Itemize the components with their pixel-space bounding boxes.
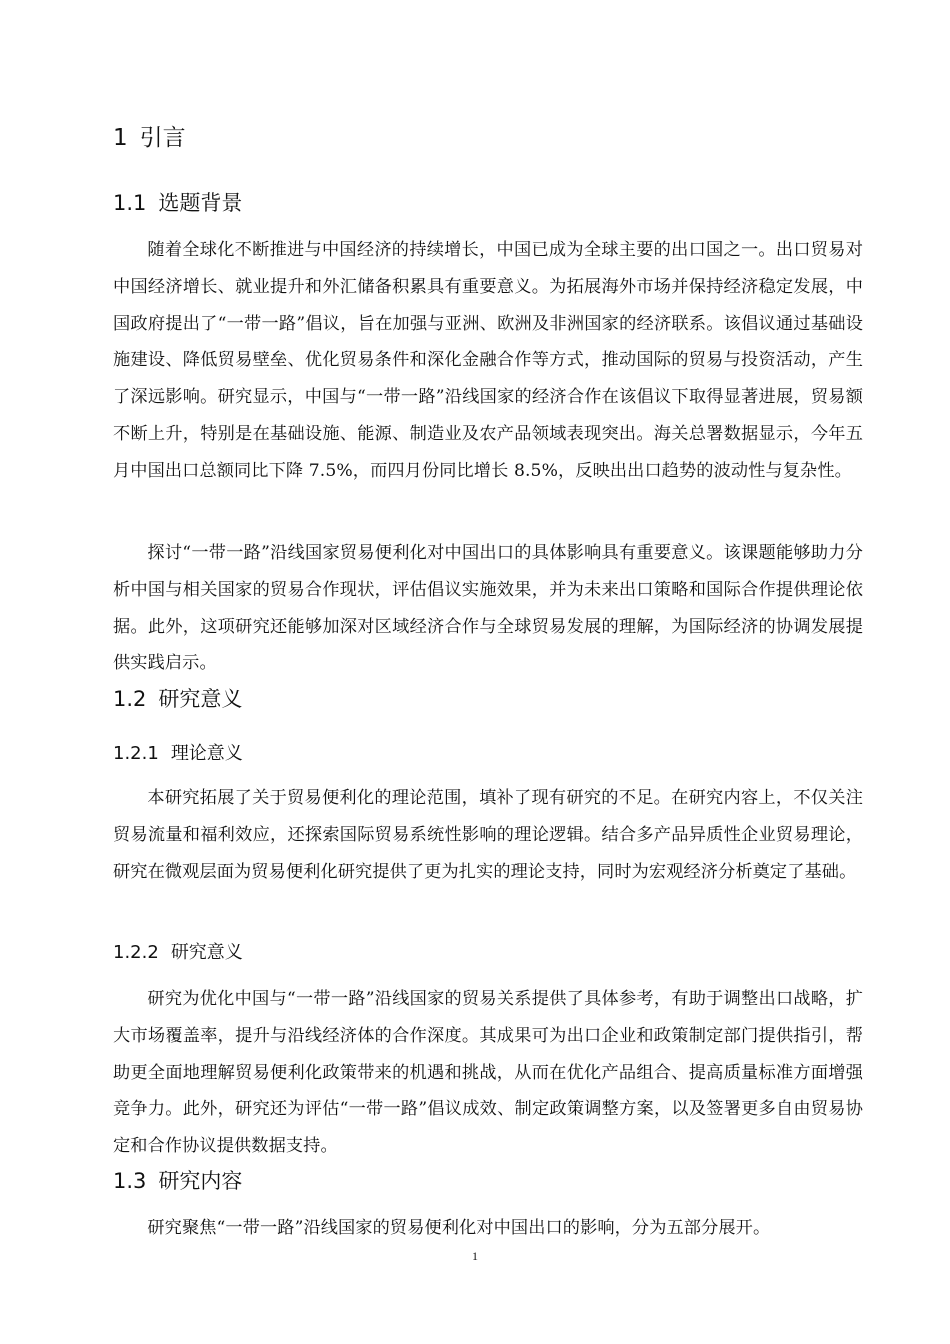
paragraph-background-1: 随着全球化不断推进与中国经济的持续增长，中国已成为全球主要的出口国之一。出口贸易对中国经济增长、就业提升和外汇储备积累具有重要意义。为拓展海外市场并保持经济稳定发展，中国政府提出了“一带一路”倡议，旨在加强与亚洲、欧洲及非洲国家的经济联系。该倡议通过基础设施建设、降低贸易壁垒、优化贸易条件和深化金融合作等方式，推动国际的贸易与投资活动，产生了深远影响。研究显示，中国与“一带一路”沿线国家的经济合作在该倡议下取得显著进展，贸易额不断上升，特别是在基础设施、能源、制造业及农产品领域表现突出。海关总署数据显示，今年五月中国出口总额同比下降 7.5%，而四月份同比增长 8.5%，反映出出口趋势的波动性与复杂性。	[113, 240, 863, 481]
chapter-heading	[113, 121, 186, 155]
paragraph-background-2: 探讨“一带一路”沿线国家贸易便利化对中国出口的具体影响具有重要意义。该课题能够助力分析中国与相关国家的贸易合作现状，评估倡议实施效果，并为未来出口策略和国际合作提供理论依据。此外，这项研究还能够加深对区域经济合作与全球贸易发展的理解，为国际经济的协调发展提供实践启示。	[113, 543, 863, 674]
subsection-title: 理论意义	[170, 743, 243, 764]
section-heading-1-2	[113, 684, 242, 714]
section-number: 1.2	[113, 687, 147, 711]
section-title: 研究意义	[158, 687, 243, 711]
subsection-number: 1.2.2	[113, 942, 159, 963]
chapter-title: 引言	[139, 125, 186, 151]
section-heading-1-3	[113, 1166, 242, 1196]
paragraph-theoretical-significance: 本研究拓展了关于贸易便利化的理论范围，填补了现有研究的不足。在研究内容上，不仅关注贸易流量和福利效应，还探索国际贸易系统性影响的理论逻辑。结合多产品异质性企业贸易理论，研究在微观层面为贸易便利化研究提供了更为扎实的理论支持，同时为宏观经济分析奠定了基础。	[113, 788, 863, 882]
section-title: 研究内容	[158, 1169, 243, 1193]
subsection-number: 1.2.1	[113, 743, 159, 764]
subsection-title: 研究意义	[170, 942, 243, 963]
subsection-heading-1-2-2	[113, 940, 243, 966]
subsection-heading-1-2-1	[113, 741, 243, 767]
section-number: 1.1	[113, 191, 147, 215]
page-number: 1	[472, 1249, 478, 1263]
section-number: 1.3	[113, 1169, 147, 1193]
section-heading-1-1	[113, 188, 242, 218]
chapter-number: 1	[113, 125, 128, 151]
section-title: 选题背景	[158, 191, 243, 215]
paragraph-research-content: 研究聚焦“一带一路”沿线国家的贸易便利化对中国出口的影响，分为五部分展开。	[147, 1218, 771, 1238]
paragraph-research-significance: 研究为优化中国与“一带一路”沿线国家的贸易关系提供了具体参考，有助于调整出口战略，扩大市场覆盖率，提升与沿线经济体的合作深度。其成果可为出口企业和政策制定部门提供指引，帮助更全面地理解贸易便利化政策带来的机遇和挑战，从而在优化产品组合、提高质量标准方面增强竞争力。此外，研究还为评估“一带一路”倡议成效、制定政策调整方案，以及签署更多自由贸易协定和合作协议提供数据支持。	[113, 989, 863, 1157]
